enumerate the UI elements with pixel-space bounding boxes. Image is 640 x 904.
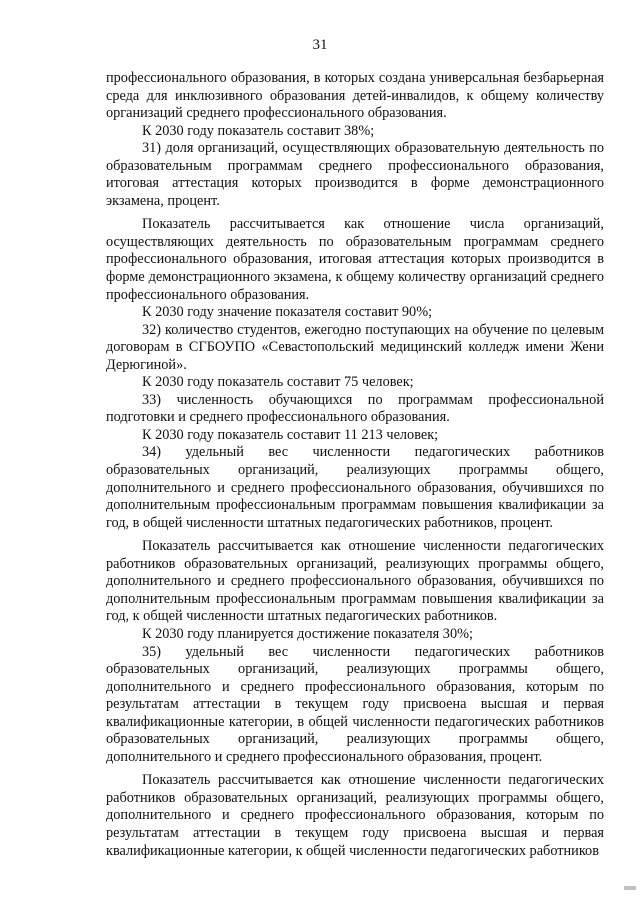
paragraph: К 2030 году значение показателя составит 90%; [142, 304, 433, 321]
paragraph: Показатель рассчитывается как отношение численности педагогических работников образовательных организаций, реализующих программы общего, дополнительного и среднего профессионального образования, обучившихся по дополнительным профессиональным программам повышения квалификации за год, к общей численности штатных педагогических работников. [106, 538, 604, 625]
scan-artifact [624, 886, 636, 890]
page-number: 31 [312, 37, 328, 53]
paragraph: профессионального образования, в которых создана универсальная безбарьерная среда для инклюзивного образования детей-инвалидов, к общему количеству организаций среднего профессионального образования. [106, 70, 604, 122]
paragraph: Показатель рассчитывается как отношение числа организаций, осуществляющих деятельность по образовательным программам среднего профессионального образования, итоговая аттестация которых производится в форме демонстрационного экзамена, к общему количеству организаций среднего профессионального образования. [106, 216, 604, 303]
paragraph: 32) количество студентов, ежегодно поступающих на обучение по целевым договорам в СГБОУПО «Севастопольский медицинский колледж имени Жени Дерюгиной». [106, 321, 604, 373]
paragraph: К 2030 году показатель составит 11 213 человек; [142, 426, 439, 443]
paragraph: 34) удельный вес численности педагогических работников образовательных организаций, реализующих программы общего, дополнительного и среднего профессионального образования, обучившихся по дополнительным профессиональным программам повышения квалификации за год, в общей численности штатных педагогических работников, процент. [106, 444, 604, 531]
paragraph: 31) доля организаций, осуществляющих образовательную деятельность по образовательным программам среднего профессионального образования, итоговая аттестация которых производится в форме демонстрационного экзамена, процент. [106, 140, 604, 209]
paragraph: К 2030 году показатель составит 75 человек; [142, 374, 414, 391]
paragraph: К 2030 году показатель составит 38%; [142, 122, 375, 139]
paragraph: 33) численность обучающихся по программам профессиональной подготовки и среднего профессионального образования. [106, 391, 604, 426]
paragraph: Показатель рассчитывается как отношение численности педагогических работников образовательных организаций, реализующих программы общего, дополнительного и среднего профессионального образования, которым по результатам аттестации в текущем году присвоена высшая и первая квалификационные категории, к общей численности педагогических работников [106, 772, 604, 859]
paragraph: 35) удельный вес численности педагогических работников образовательных организаций, реализующих программы общего, дополнительного и среднего профессионального образования, которым по результатам аттестации в текущем году присвоена высшая и первая квалификационные категории, в общей численности педагогических работников образовательных организаций, реализующих программы общего, дополнительного и среднего профессионального образования, процент. [106, 643, 604, 765]
document-body [106, 70, 604, 860]
paragraph: К 2030 году планируется достижение показателя 30%; [142, 625, 473, 642]
